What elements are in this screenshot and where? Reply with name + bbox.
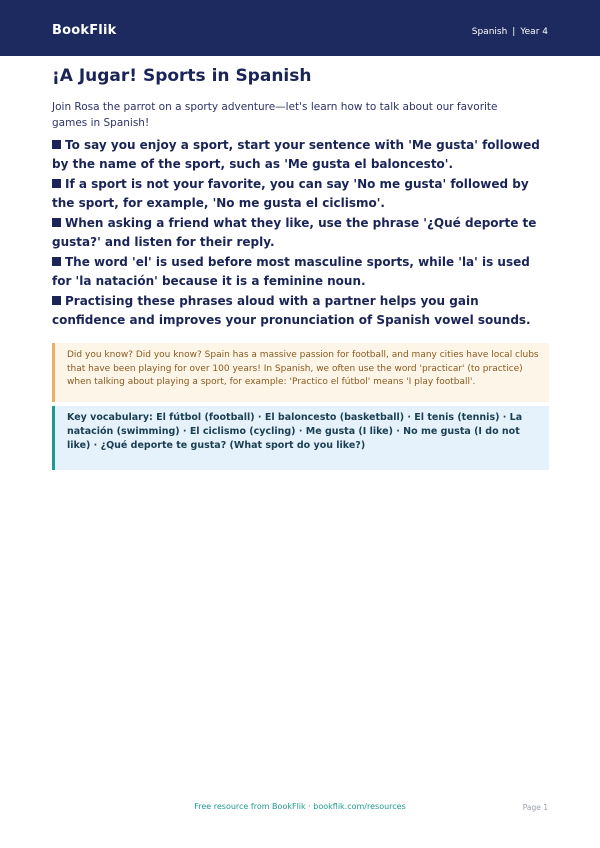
meta-separator: |: [512, 27, 516, 37]
header-meta: [472, 27, 548, 37]
bullet-square-icon: [52, 140, 61, 149]
list-item-text: To say you enjoy a sport, start your sentence with 'Me gusta' followed by the name of the sport, such as 'Me gusta el baloncesto'.: [52, 138, 540, 171]
list-item: [52, 175, 550, 212]
intro-paragraph: Join Rosa the parrot on a sporty adventure—let's learn how to talk about our favorite games in Spanish!: [52, 101, 498, 129]
footer-resource-link[interactable]: Free resource from BookFlik · bookflik.com/resources: [194, 802, 406, 811]
list-item: [52, 292, 550, 329]
bullet-square-icon: [52, 218, 61, 227]
page-title: ¡A Jugar! Sports in Spanish: [52, 66, 312, 86]
tips-list: [52, 136, 550, 331]
brand-logo[interactable]: BookFlik: [52, 23, 117, 38]
list-item: [52, 214, 550, 251]
list-item-text: The word 'el' is used before most masculine sports, while 'la' is used for 'la natación' because it is a feminine noun.: [52, 255, 530, 288]
list-item-text: When asking a friend what they like, use the phrase '¿Qué deporte te gusta?' and listen for their reply.: [52, 216, 537, 249]
key-vocabulary-callout: [52, 406, 549, 470]
list-item-text: Practising these phrases aloud with a partner helps you gain confidence and improves your pronunciation of Spanish vowel sounds.: [52, 294, 531, 327]
did-you-know-callout: [52, 343, 549, 402]
bullet-square-icon: [52, 179, 61, 188]
top-header-bar: [0, 0, 600, 56]
list-item: [52, 253, 550, 290]
did-you-know-text: Did you know? Did you know? Spain has a massive passion for football, and many cities have local clubs that have been playing for over 100 years! In Spanish, we often use the word 'practicar' (to practice) when talking about playing a sport, for example: 'Practico el fútbol' means 'I play football'.: [67, 350, 539, 387]
bullet-square-icon: [52, 257, 61, 266]
list-item: [52, 136, 550, 173]
list-item-text: If a sport is not your favorite, you can say 'No me gusta' followed by the sport, for example, 'No me gusta el ciclismo'.: [52, 177, 529, 210]
page-number: Page 1: [522, 803, 548, 812]
subject-label: Spanish: [471, 27, 508, 37]
bullet-square-icon: [52, 296, 61, 305]
year-label: Year 4: [520, 27, 548, 37]
key-vocabulary-text: Key vocabulary: El fútbol (football) · El baloncesto (basketball) · El tenis (tennis) · La natación (swimming) · El ciclismo (cycling) · Me gusta (I like) · No me gusta (I do not like) · ¿Qué deporte te gusta? (What sport do you like?): [67, 412, 523, 451]
